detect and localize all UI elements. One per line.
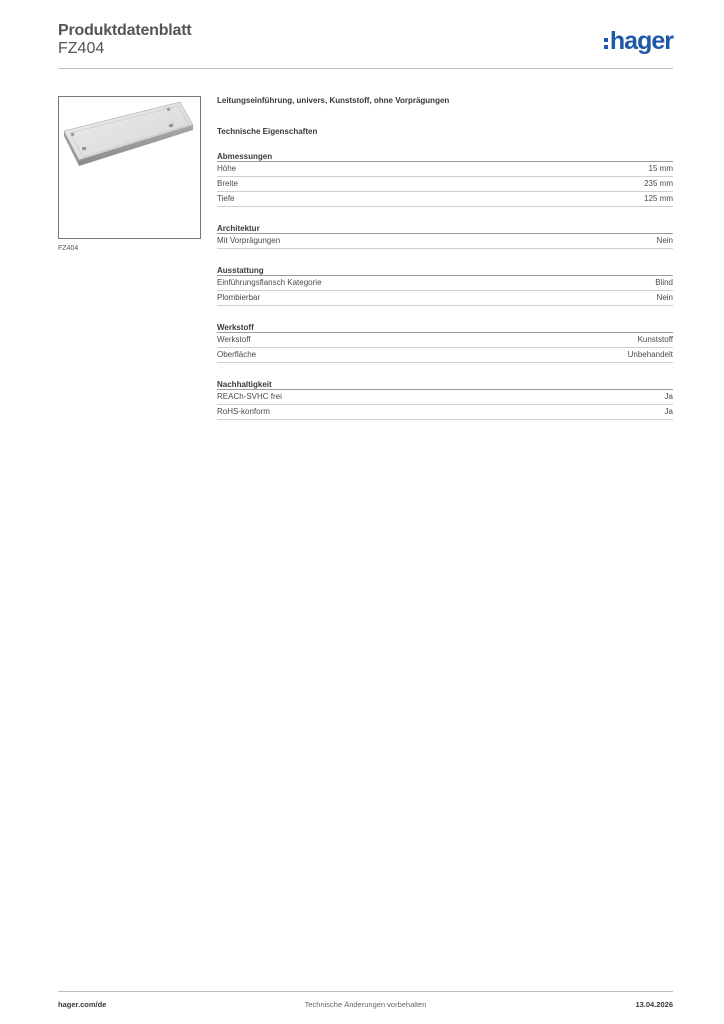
page-header <box>58 20 673 69</box>
spec-label: RoHS-konform <box>217 407 270 416</box>
spec-value: Unbehandelt <box>627 350 673 359</box>
spec-row <box>217 192 673 207</box>
product-photo-icon <box>59 97 200 238</box>
spec-label: Einführungsflansch Kategorie <box>217 278 322 287</box>
spec-row <box>217 234 673 249</box>
page-footer <box>58 991 673 1013</box>
hager-logo <box>604 26 673 56</box>
spec-label: Oberfläche <box>217 350 257 359</box>
product-code: FZ404 <box>58 40 105 57</box>
spec-row <box>217 291 673 306</box>
spec-group-ausstattung <box>217 265 673 306</box>
spec-value: 235 mm <box>644 179 673 188</box>
spec-value: Nein <box>656 236 673 245</box>
product-image <box>58 96 201 239</box>
spec-row <box>217 162 673 177</box>
spec-label: Plombierbar <box>217 293 261 302</box>
image-caption: FZ404 <box>58 245 79 252</box>
spec-label: REACh-SVHC frei <box>217 392 282 401</box>
spec-content <box>217 96 673 420</box>
spec-label: Werkstoff <box>217 335 251 344</box>
spec-value: Kunststoff <box>637 335 673 344</box>
spec-row <box>217 333 673 348</box>
spec-value: Ja <box>664 407 673 416</box>
website-link[interactable]: hager.com/de <box>58 1000 107 1009</box>
logo-dots-icon <box>604 38 608 49</box>
logo-text: hager <box>609 26 673 55</box>
spec-value: Nein <box>656 293 673 302</box>
spec-label: Tiefe <box>217 194 235 203</box>
spec-label: Breite <box>217 179 238 188</box>
spec-group-architektur <box>217 223 673 249</box>
group-title: Nachhaltigkeit <box>217 379 673 390</box>
group-title: Abmessungen <box>217 151 673 162</box>
section-title: Technische Eigenschaften <box>217 127 318 136</box>
spec-value: Blind <box>655 278 673 287</box>
spec-label: Höhe <box>217 164 237 173</box>
spec-value: 125 mm <box>644 194 673 203</box>
group-title: Werkstoff <box>217 322 673 333</box>
spec-row <box>217 177 673 192</box>
spec-row <box>217 405 673 420</box>
product-description: Leitungseinführung, univers, Kunststoff, ohne Vorprägungen <box>217 96 450 105</box>
spec-value: 15 mm <box>648 164 673 173</box>
document-date: 13.04.2026 <box>635 1000 673 1009</box>
spec-label: Mit Vorprägungen <box>217 236 281 245</box>
spec-group-werkstoff <box>217 322 673 363</box>
spec-group-nachhaltigkeit <box>217 379 673 420</box>
spec-row <box>217 276 673 291</box>
spec-row <box>217 390 673 405</box>
group-title: Architektur <box>217 223 673 234</box>
group-title: Ausstattung <box>217 265 673 276</box>
disclaimer-text: Technische Änderungen vorbehalten <box>304 1000 427 1009</box>
document-title: Produktdatenblatt <box>58 22 192 39</box>
spec-group-abmessungen <box>217 151 673 207</box>
spec-row <box>217 348 673 363</box>
spec-value: Ja <box>664 392 673 401</box>
